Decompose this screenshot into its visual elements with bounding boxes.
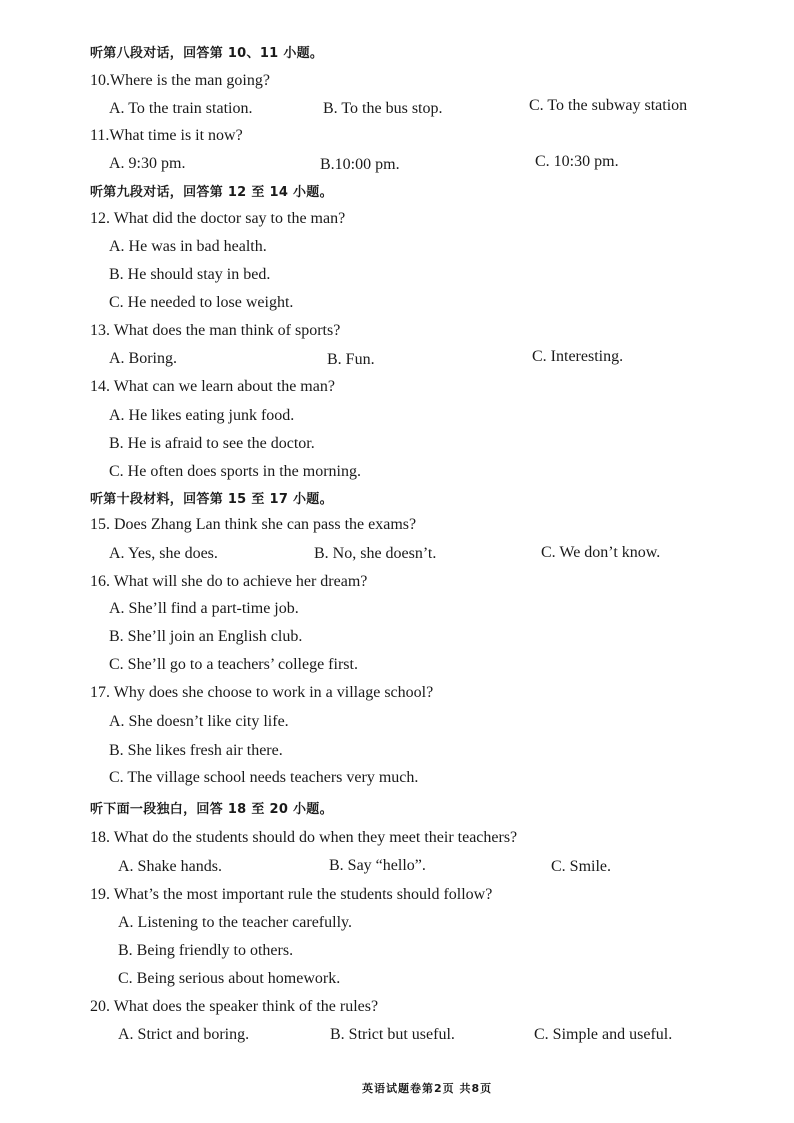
question-17-stem: 17. Why does she choose to work in a village school? xyxy=(90,684,434,701)
question-13-option-c: C. Interesting. xyxy=(532,348,624,365)
page-footer: 英语试题卷第2页 共8页 xyxy=(362,1082,493,1095)
question-20-option-c: C. Simple and useful. xyxy=(534,1026,673,1043)
question-19-stem: 19. What’s the most important rule the students should follow? xyxy=(90,886,493,903)
question-20-option-a: A. Strict and boring. xyxy=(118,1026,250,1043)
question-15-option-a: A. Yes, she does. xyxy=(109,545,218,562)
question-14-option-c: C. He often does sports in the morning. xyxy=(109,463,361,480)
question-14-option-a: A. He likes eating junk food. xyxy=(109,407,295,424)
question-19-option-a: A. Listening to the teacher carefully. xyxy=(118,914,352,931)
question-10-option-b: B. To the bus stop. xyxy=(323,100,443,117)
question-16-option-c: C. She’ll go to a teachers’ college first. xyxy=(109,656,358,673)
question-13-option-a: A. Boring. xyxy=(109,350,177,367)
question-16-option-b: B. She’ll join an English club. xyxy=(109,628,303,645)
question-10-stem: 10.Where is the man going? xyxy=(90,72,270,89)
question-11-option-b: B.10:00 pm. xyxy=(320,156,400,173)
question-11-stem: 11.What time is it now? xyxy=(90,127,243,144)
question-18-option-a: A. Shake hands. xyxy=(118,858,222,875)
question-18-option-c: C. Smile. xyxy=(551,858,612,875)
question-12-option-b: B. He should stay in bed. xyxy=(109,266,271,283)
question-17-option-c: C. The village school needs teachers very much. xyxy=(109,769,419,786)
question-15-stem: 15. Does Zhang Lan think she can pass the exams? xyxy=(90,516,417,533)
question-20-stem: 20. What does the speaker think of the rules? xyxy=(90,998,379,1015)
question-20-option-b: B. Strict but useful. xyxy=(330,1026,455,1043)
question-10-option-c: C. To the subway station xyxy=(529,97,688,114)
question-10-option-a: A. To the train station. xyxy=(109,100,253,117)
question-18-option-b: B. Say “hello”. xyxy=(329,857,426,874)
question-18-stem: 18. What do the students should do when they meet their teachers? xyxy=(90,829,518,846)
question-13-stem: 13. What does the man think of sports? xyxy=(90,322,341,339)
question-12-option-c: C. He needed to lose weight. xyxy=(109,294,294,311)
section-heading-10: 听第十段材料，回答第 15 至 17 小题。 xyxy=(90,492,333,507)
question-15-option-b: B. No, she doesn’t. xyxy=(314,545,437,562)
question-16-option-a: A. She’ll find a part-time job. xyxy=(109,600,299,617)
section-heading-9: 听第九段对话，回答第 12 至 14 小题。 xyxy=(90,185,333,200)
question-11-option-c: C. 10:30 pm. xyxy=(535,153,619,170)
section-heading-11: 听下面一段独白，回答 18 至 20 小题。 xyxy=(90,802,333,817)
question-13-option-b: B. Fun. xyxy=(327,351,375,368)
question-17-option-a: A. She doesn’t like city life. xyxy=(109,713,289,730)
question-16-stem: 16. What will she do to achieve her dream? xyxy=(90,573,368,590)
question-19-option-c: C. Being serious about homework. xyxy=(118,970,341,987)
question-15-option-c: C. We don’t know. xyxy=(541,544,661,561)
question-17-option-b: B. She likes fresh air there. xyxy=(109,742,283,759)
question-14-stem: 14. What can we learn about the man? xyxy=(90,378,335,395)
question-14-option-b: B. He is afraid to see the doctor. xyxy=(109,435,315,452)
question-19-option-b: B. Being friendly to others. xyxy=(118,942,294,959)
section-heading-8: 听第八段对话，回答第 10、11 小题。 xyxy=(90,46,324,61)
question-12-option-a: A. He was in bad health. xyxy=(109,238,267,255)
question-12-stem: 12. What did the doctor say to the man? xyxy=(90,210,346,227)
question-11-option-a: A. 9:30 pm. xyxy=(109,155,186,172)
